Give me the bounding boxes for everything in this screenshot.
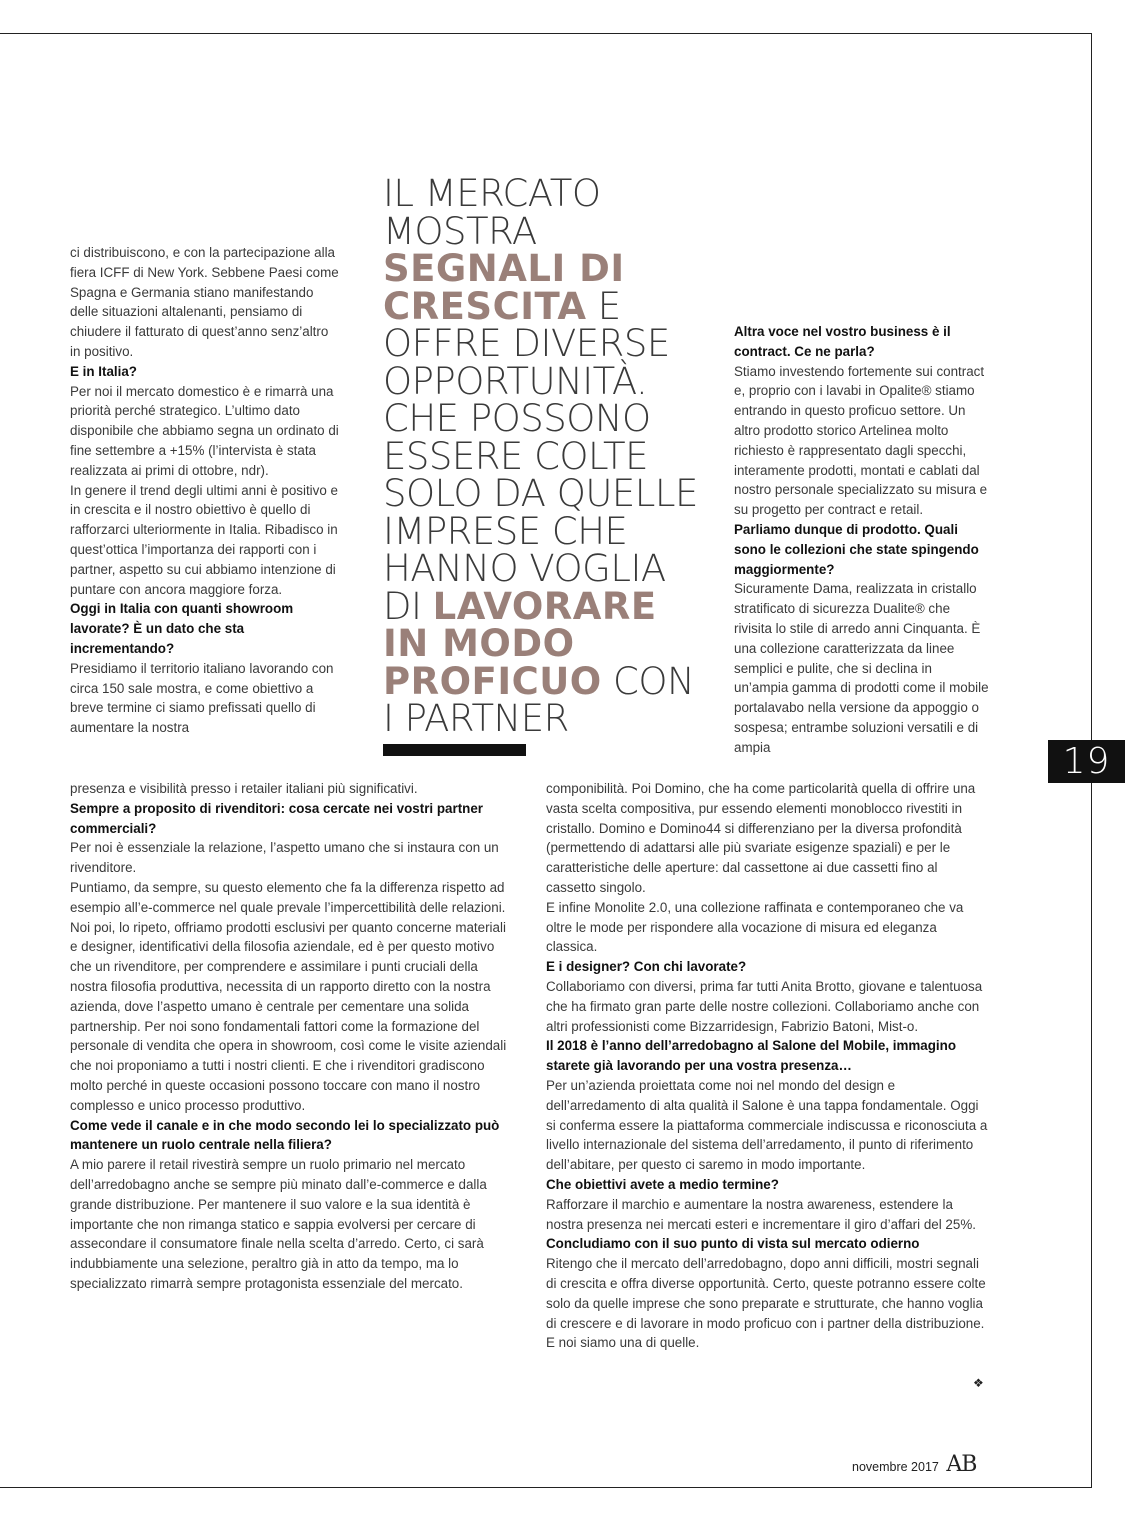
interview-answer: Stiamo investendo fortemente sui contract e, proprio con i lavabi in Opalite® stiamo entrando in questo proficuo settore. Un altro prodotto storico Artelinea molto richiesto è rappresentato dagli specchi, interamente prodotti, montati e cablati dal nostro personale specializzato su misura e su progetto per contract e retail.	[734, 363, 988, 518]
interview-question: Come vede il canale e in che modo secondo lei lo specializzato può mantenere un ruolo centrale nella filiera?	[70, 1117, 500, 1153]
interview-question: E in Italia?	[70, 363, 137, 379]
pull-quote-highlight: SEGNALI DI CRESCITA	[383, 247, 625, 328]
interview-question: Il 2018 è l’anno dell’arredobagno al Salone del Mobile, immagino starete già lavorando per una vostra presenza…	[546, 1038, 956, 1074]
pull-quote-text: IL MERCATO MOSTRA	[383, 172, 601, 253]
interview-answer: Per noi è essenziale la relazione, l’aspetto umano che si instaura con un rivenditore.	[70, 840, 499, 876]
interview-answer: Rafforzare il marchio e aumentare la nostra awareness, estendere la nostra presenza nei mercati esteri e incrementare il giro d’affari del 25%.	[546, 1196, 976, 1232]
text-column-right-bottom	[546, 779, 991, 1353]
interview-answer: presenza e visibilità presso i retailer italiani più significativi.	[70, 781, 418, 796]
interview-question: E i designer? Con chi lavorate?	[546, 959, 747, 975]
interview-answer: Ritengo che il mercato dell’arredobagno, dopo anni difficili, mostri segnali di crescita e offra diverse opportunità. Certo, queste potranno essere colte solo da quelle imprese che sono preparate e strutturate, che hanno voglia di crescere e di lavorare in modo proficuo con i partner della distribuzione. E noi siamo una di quelle.	[546, 1256, 986, 1351]
interview-question: Concludiamo con il suo punto di vista sul mercato odierno	[546, 1236, 920, 1252]
page-number-tab: 19	[1048, 740, 1125, 783]
interview-answer: E infine Monolite 2.0, una collezione raffinata e contemporaneo che va oltre le mode per rispondere alla vocazione di misura ed eleganza classica.	[546, 899, 964, 955]
page-frame-right	[1091, 33, 1092, 740]
interview-answer: Per un’azienda proiettata come noi nel mondo del design e dell’arredamento di alta qualità il Salone è una tappa fondamentale. Oggi si conferma essere la piattaforma commerciale indiscussa e riconosciuta a livello internazionale del sistema dell’arredamento, il punto di riferimento dell’abitare, per questo ci saremo in modo importante.	[546, 1077, 988, 1173]
text-column-left-bottom	[70, 779, 510, 1294]
interview-question: Che obiettivi avete a medio termine?	[546, 1176, 779, 1192]
interview-answer: ci distribuiscono, e con la partecipazione alla fiera ICFF di New York. Sebbene Paesi come Spagna e Germania stiano manifestando delle situazioni altalenanti, pensiamo di chiudere il fatturato di quest’anno senz’altro in positivo.	[70, 245, 339, 359]
interview-answer: Sicuramente Dama, realizzata in cristallo stratificato di sicurezza Dualite® che rivisita lo stile di arredo anni Cinquanta. È una collezione caratterizzata da linee semplici e pulite, che si declina in un’ampia gamma di prodotti come il mobile portalavabo nella versione da appoggio o sospesa; entrambe soluzioni versatili e di ampia	[734, 581, 989, 755]
interview-answer: In genere il trend degli ultimi anni è positivo e in crescita e il nostro obiettivo è quello di rafforzarci ulteriormente in Italia. Ribadisco in quest’ottica l’importanza dei rapporti con i partner, aspetto su cui abbiamo intenzione di puntare con ancora maggiore forza.	[70, 482, 338, 597]
pull-quote	[383, 172, 713, 740]
interview-question: Parliamo dunque di prodotto. Quali sono le collezioni che state spingendo maggiormente?	[734, 521, 979, 577]
interview-answer: Presidiamo il territorio italiano lavorando con circa 150 sale mostra, e come obiettivo a breve termine ci siamo prefissati quello di aumentare la nostra	[70, 660, 334, 736]
interview-answer: Collaboriamo con diversi, prima far tutti Anita Brotto, giovane e talentuosa che ha firmato gran parte delle nostre collezioni. Collaboriamo anche con altri professionisti come Bizzarridesign, Fabrizio Batoni, Mist-o.	[546, 978, 983, 1034]
interview-question: Oggi in Italia con quanti showroom lavorate? È un dato che sta incrementando?	[70, 601, 294, 656]
interview-answer: A mio parere il retail rivestirà sempre un ruolo primario nel mercato dell’arredobagno anche se sempre più minato dall’e-commerce e dalla grande distribuzione. Per mantenere il suo valore e la sua identità è importante che non rimanga statico e sappia evolversi per cercare di assecondare il consumatore finale nella scelta d’arredo. Certo, ci sarà indubbiamente una selezione, peraltro già in atto da tempo, ma lo specializzato rimarrà sempre protagonista essenziale del mercato.	[70, 1157, 487, 1291]
pull-quote-text: E OFFRE DIVERSE OPPORTUNITÀ. CHE POSSONO ESSERE COLTE SOLO DA QUELLE IMPRESE CHE HANNO VOGLIA DI	[383, 284, 698, 628]
interview-answer: Puntiamo, da sempre, su questo elemento che fa la differenza rispetto ad esempio all’e-commerce nel quale prevale l’impercettibilità delle relazioni. Noi poi, lo ripeto, offriamo prodotti esclusivi per quanto concerne materiali e designer, identificativi della filosofia aziendale, ed è per questo motivo che un rivenditore, per comprendere e assimilare i punti cruciali della nostra filosofia produttiva, necessita di un rapporto diretto con la nostra azienda, dove l’aspetto umano è centrale per cementare una solida partnership. Per noi sono fondamentali fattori come la formazione del personale di vendita che opera in showroom, così come le visite aziendali che noi proponiamo a tutti i nostri clienti. E che i rivenditori gradiscono molto perché in queste occasioni possono toccare con mano il nostro complesso e unico processo produttivo.	[70, 879, 507, 1113]
footer	[852, 1452, 976, 1477]
interview-question: Sempre a proposito di rivenditori: cosa cercate nei vostri partner commerciali?	[70, 800, 483, 836]
pull-quote-highlight: LAVORARE IN MODO PROFICUO	[383, 584, 657, 703]
footer-date: novembre 2017	[852, 1460, 939, 1474]
page-frame-right-lower	[1091, 783, 1092, 1488]
pull-quote-text: CON I PARTNER	[383, 659, 695, 740]
interview-answer: Per noi il mercato domestico è e rimarrà una priorità perché strategico. L’ultimo dato disponibile che abbiamo segna un ordinato di fine settembre a +15% (l’intervista è stata realizzata ai primi di ottobre, ndr).	[70, 383, 339, 478]
pull-quote-bar	[383, 744, 526, 756]
page-frame-bottom	[0, 1487, 1092, 1488]
magazine-logo: AB	[946, 1452, 977, 1477]
interview-question: Altra voce nel vostro business è il contract. Ce ne parla?	[734, 324, 951, 359]
text-column-left-top	[70, 243, 342, 738]
text-column-right-top	[734, 322, 990, 758]
end-mark-icon: ❖	[973, 1376, 984, 1390]
interview-answer: componibilità. Poi Domino, che ha come particolarità quella di offrire una vasta scelta compositiva, pur essendo elementi monoblocco rivestiti in cristallo. Domino e Domino44 si differenziano per la diversa profondità (permettendo di adattarsi alle più svariate esigenze spaziali) e per le caratteristiche delle aperture: dal cassettone ai due cassetti fino al cassetto singolo.	[546, 781, 976, 895]
page-frame-top	[0, 33, 1092, 34]
